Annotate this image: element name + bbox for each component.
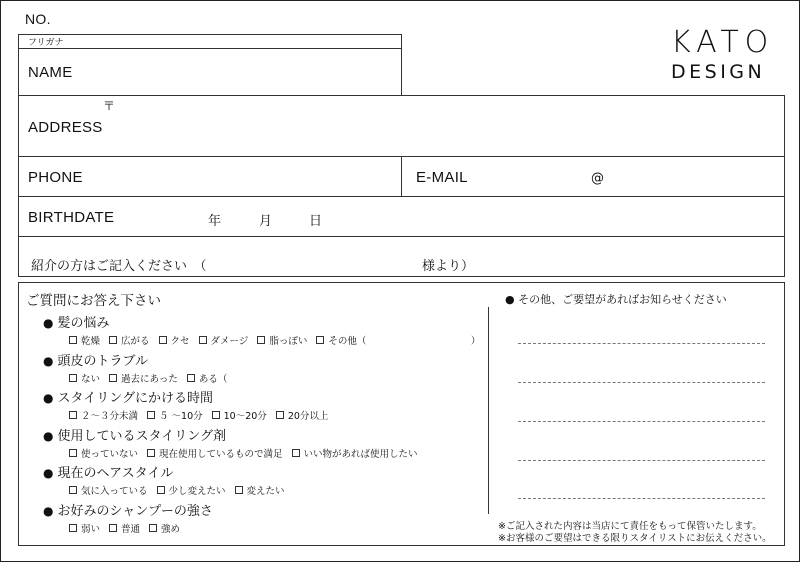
option-label: 気に入っている [81, 486, 148, 498]
requests-title-text: その他、ご要望があればお知らせください [518, 293, 727, 306]
day-label: 日 [309, 214, 323, 229]
question-title: ● お好みのシャンプーの強さ [43, 500, 213, 519]
option-item[interactable] [276, 411, 329, 422]
option-label: 乾燥 [81, 336, 101, 347]
checkbox[interactable] [69, 336, 77, 344]
option-label: ５ ～10分 [159, 411, 203, 423]
question-title: ● スタイリングにかける時間 [43, 387, 213, 406]
option-item[interactable] [69, 411, 138, 422]
note-line-1: ※ご記入された内容は当店にて責任をもって保管いたします。 [498, 521, 762, 532]
checkbox[interactable] [212, 411, 220, 419]
option-item[interactable] [149, 524, 180, 535]
option-item[interactable] [69, 336, 100, 347]
option-label: 弱い [81, 524, 101, 535]
option-item[interactable] [212, 411, 267, 422]
option-label: その他（ ） [328, 336, 481, 347]
checkbox[interactable] [147, 449, 155, 457]
checkbox[interactable] [199, 336, 207, 344]
option-item[interactable] [69, 524, 100, 535]
option-label: ２～３分未満 [81, 411, 139, 423]
checkbox[interactable] [109, 374, 117, 382]
option-label: 変えたい [246, 486, 285, 498]
question-title: ● 頭皮のトラブル [43, 350, 148, 369]
option-label: ない [81, 373, 101, 385]
request-line[interactable] [518, 421, 765, 422]
number-label: NO. [25, 11, 51, 27]
question-title: ● 髪の悩み [43, 312, 110, 331]
checkbox[interactable] [149, 524, 157, 532]
question-title: ● 現在のヘアスタイル [43, 462, 173, 481]
option-item[interactable] [109, 524, 140, 535]
logo-design: DESIGN [671, 61, 766, 83]
address-label: ADDRESS [28, 119, 103, 136]
birthdate-label: BIRTHDATE [28, 209, 115, 226]
checkbox[interactable] [157, 486, 165, 494]
birthdate-box[interactable] [18, 196, 785, 237]
month-label: 月 [259, 214, 273, 229]
checkbox[interactable] [159, 336, 167, 344]
option-item[interactable] [69, 486, 148, 497]
option-item[interactable] [69, 449, 138, 460]
option-label: クセ [170, 336, 190, 347]
question-options [69, 408, 337, 422]
option-label: ある（ [198, 373, 228, 385]
option-item[interactable] [109, 374, 178, 385]
note-line-2: ※お客様のご要望はできる限りスタイリストにお伝えください。 [498, 533, 772, 544]
option-item[interactable] [187, 374, 228, 385]
option-label: いい物があれば使用したい [303, 448, 418, 460]
question-options [69, 371, 236, 385]
option-label: 強め [161, 524, 181, 535]
checkbox[interactable] [69, 374, 77, 382]
request-line[interactable] [518, 382, 765, 383]
option-item[interactable] [147, 449, 283, 460]
checkbox[interactable] [109, 336, 117, 344]
logo-kato: KATO [671, 25, 775, 60]
referral-suffix: 様より） [422, 259, 475, 274]
request-line[interactable] [518, 343, 765, 344]
checkbox[interactable] [187, 374, 195, 382]
postal-mark: 〒 [103, 99, 116, 113]
furigana-divider [18, 48, 402, 49]
option-item[interactable] [316, 336, 480, 347]
question-title: ● 使用しているスタイリング剤 [43, 425, 226, 444]
option-item[interactable] [109, 336, 150, 347]
checkbox[interactable] [147, 411, 155, 419]
checkbox[interactable] [69, 486, 77, 494]
option-label: 過去にあった [121, 373, 178, 385]
option-item[interactable] [199, 336, 249, 347]
question-options [69, 333, 489, 347]
option-item[interactable] [157, 486, 226, 497]
option-item[interactable] [235, 486, 285, 497]
question-options [69, 483, 294, 497]
checkbox[interactable] [235, 486, 243, 494]
option-item[interactable] [257, 336, 307, 347]
email-label: E-MAIL [416, 169, 468, 186]
option-label: 現在使用しているもので満足 [159, 448, 283, 460]
checkbox[interactable] [69, 411, 77, 419]
option-label: 広がる [121, 336, 150, 347]
name-label: NAME [28, 64, 73, 81]
checkbox[interactable] [69, 524, 77, 532]
option-label: 少し変えたい [168, 486, 226, 498]
option-label: 使っていない [81, 448, 139, 460]
name-box[interactable] [18, 34, 402, 96]
checkbox[interactable] [276, 411, 284, 419]
checkbox[interactable] [257, 336, 265, 344]
option-item[interactable] [292, 449, 418, 460]
question-options [69, 521, 189, 535]
request-line[interactable] [518, 498, 765, 499]
option-label: 10～20分 [223, 411, 267, 423]
checkbox[interactable] [109, 524, 117, 532]
option-label: 脂っぽい [269, 336, 308, 347]
checkbox[interactable] [316, 336, 324, 344]
option-label: 普通 [121, 524, 141, 535]
referral-label: 紹介の方はご記入ください （ [31, 259, 207, 274]
address-box[interactable] [18, 95, 785, 157]
option-item[interactable] [147, 411, 203, 422]
option-item[interactable] [159, 336, 190, 347]
furigana-label: フリガナ [28, 38, 64, 48]
requests-title: ● その他、ご要望があればお知らせください [505, 293, 727, 306]
phone-label: PHONE [28, 169, 83, 186]
option-label: 20分以上 [287, 411, 329, 423]
checkbox[interactable] [69, 449, 77, 457]
questionnaire-title: ご質問にお答え下さい [26, 293, 161, 309]
request-line[interactable] [518, 460, 765, 461]
option-item[interactable] [69, 374, 100, 385]
checkbox[interactable] [292, 449, 300, 457]
option-label: ダメージ [210, 336, 249, 347]
at-mark: @ [591, 171, 604, 186]
year-label: 年 [208, 214, 222, 229]
question-options [69, 446, 427, 460]
